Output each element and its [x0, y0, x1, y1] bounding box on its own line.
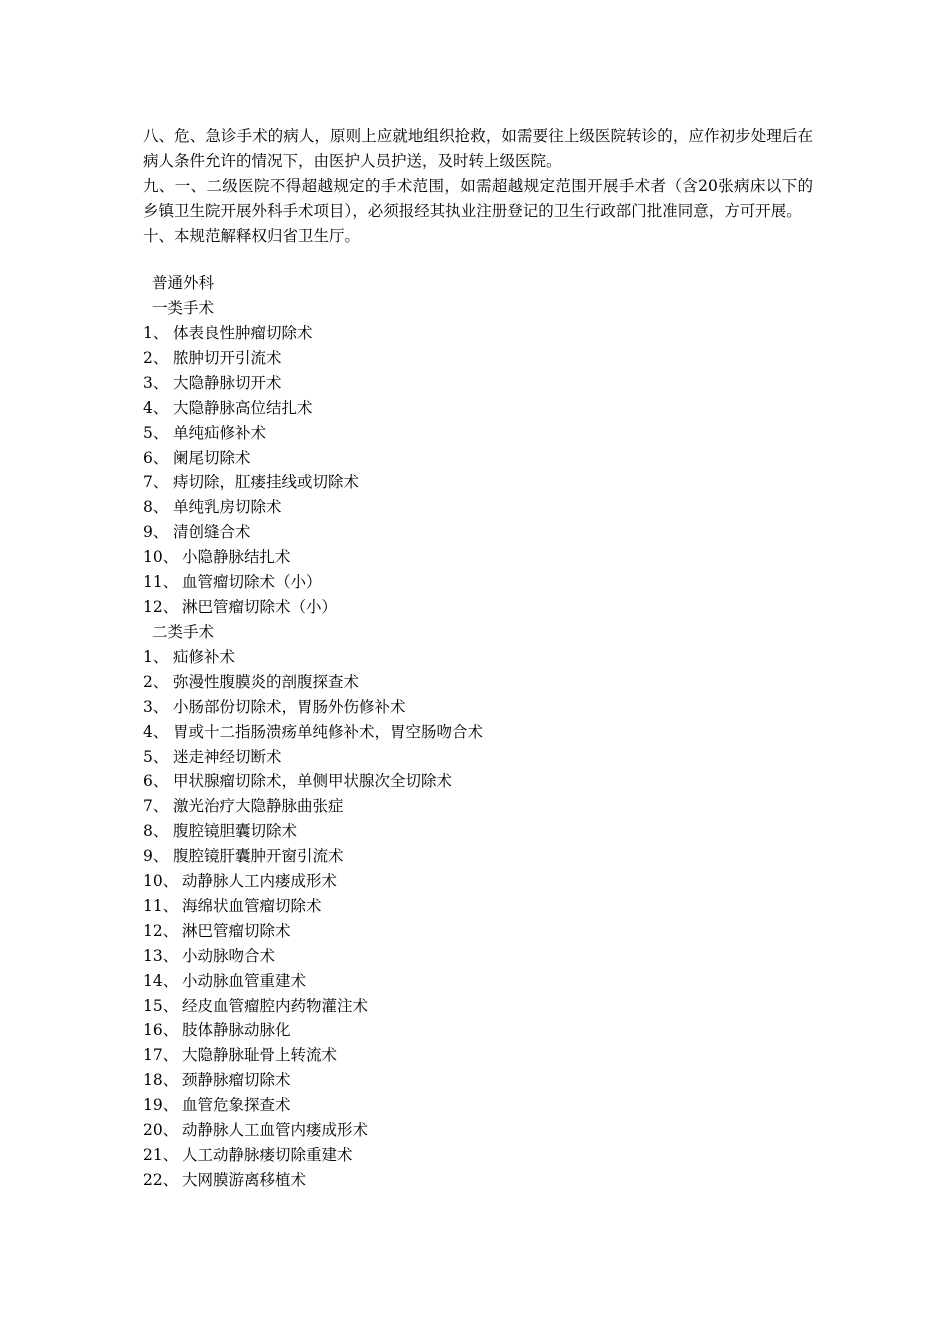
- list-item: [143, 844, 813, 869]
- item-text: 大隐静脉切开术: [173, 373, 282, 392]
- item-number: 10、: [143, 872, 179, 891]
- item-text: 单纯疝修补术: [173, 423, 267, 442]
- list-item: [143, 919, 813, 944]
- list-item: [143, 645, 813, 670]
- item-number: 9、: [143, 847, 169, 866]
- list-item: [143, 570, 813, 595]
- item-number: 5、: [143, 747, 169, 766]
- list-item: [143, 545, 813, 570]
- item-text: 颈静脉瘤切除术: [182, 1071, 291, 1090]
- class2-title: 二类手术: [152, 622, 215, 641]
- item-text: 大网膜游离移植术: [182, 1170, 307, 1189]
- list-item: [143, 1143, 813, 1168]
- paragraph-10: 十、本规范解释权归省卫生厅。: [143, 227, 361, 245]
- item-text: 动静脉人工内瘘成形术: [182, 872, 338, 891]
- item-text: 阑尾切除术: [173, 448, 251, 467]
- item-text: 疝修补术: [173, 647, 236, 666]
- paragraph-9: 九、一、二级医院不得超越规定的手术范围，如需超越规定范围开展手术者（含20张病床以下的乡镇卫生院开展外科手术项目），必须报经其执业注册登记的卫生行政部门批准同意，方可开展。: [143, 177, 813, 220]
- section-title: 普通外科: [152, 274, 215, 292]
- list-item: [143, 1068, 813, 1093]
- list-item: [143, 720, 813, 745]
- list-item: [143, 321, 813, 346]
- item-number: 8、: [143, 498, 169, 517]
- item-text: 动静脉人工血管内瘘成形术: [182, 1121, 369, 1140]
- list-item: [143, 944, 813, 969]
- item-number: 6、: [143, 772, 169, 791]
- item-number: 7、: [143, 473, 169, 492]
- item-number: 1、: [143, 647, 169, 666]
- list-item: [143, 371, 813, 396]
- blank-line: [143, 249, 813, 271]
- list-item: [143, 470, 813, 495]
- item-text: 腹腔镜肝囊肿开窗引流术: [173, 847, 344, 866]
- class1-list: [143, 321, 813, 620]
- item-text: 胃或十二指肠溃疡单纯修补术，胃空肠吻合术: [173, 722, 484, 741]
- class1-title: 一类手术: [152, 299, 215, 317]
- class2-list: [143, 645, 813, 1193]
- item-number: 8、: [143, 822, 169, 841]
- item-number: 4、: [143, 722, 169, 741]
- list-item: [143, 1093, 813, 1118]
- item-number: 6、: [143, 448, 169, 467]
- item-text: 淋巴管瘤切除术: [182, 921, 291, 940]
- item-text: 弥漫性腹膜炎的剖腹探查术: [173, 672, 360, 691]
- item-text: 小动脉血管重建术: [182, 971, 307, 990]
- list-item: [143, 894, 813, 919]
- item-text: 单纯乳房切除术: [173, 498, 282, 517]
- item-number: 14、: [143, 971, 179, 990]
- item-text: 大隐静脉高位结扎术: [173, 398, 313, 417]
- item-text: 痔切除，肛瘘挂线或切除术: [173, 473, 360, 492]
- item-text: 大隐静脉耻骨上转流术: [182, 1046, 338, 1065]
- item-number: 17、: [143, 1046, 179, 1065]
- list-item: [143, 421, 813, 446]
- item-text: 肢体静脉动脉化: [182, 1021, 291, 1040]
- item-text: 血管危象探查术: [182, 1096, 291, 1115]
- list-item: [143, 969, 813, 994]
- item-number: 12、: [143, 921, 179, 940]
- paragraph-8: 八、危、急诊手术的病人，原则上应就地组织抢救，如需要往上级医院转诊的，应作初步处理后在病人条件允许的情况下，由医护人员护送，及时转上级医院。: [143, 127, 813, 170]
- item-text: 清创缝合术: [173, 523, 251, 542]
- item-number: 19、: [143, 1096, 179, 1115]
- item-number: 20、: [143, 1121, 179, 1140]
- item-text: 甲状腺瘤切除术，单侧甲状腺次全切除术: [173, 772, 453, 791]
- item-text: 小隐静脉结扎术: [182, 548, 291, 567]
- item-number: 2、: [143, 672, 169, 691]
- item-number: 10、: [143, 548, 179, 567]
- item-number: 5、: [143, 423, 169, 442]
- item-text: 小肠部份切除术，胃肠外伤修补术: [173, 697, 406, 716]
- item-text: 腹腔镜胆囊切除术: [173, 822, 298, 841]
- item-number: 11、: [143, 573, 179, 592]
- list-item: [143, 695, 813, 720]
- list-item: [143, 994, 813, 1019]
- item-text: 迷走神经切断术: [173, 747, 282, 766]
- item-text: 淋巴管瘤切除术（小）: [182, 597, 338, 616]
- item-text: 血管瘤切除术（小）: [182, 573, 322, 592]
- list-item: [143, 745, 813, 770]
- list-item: [143, 794, 813, 819]
- item-number: 15、: [143, 996, 179, 1015]
- item-text: 激光治疗大隐静脉曲张症: [173, 797, 344, 816]
- item-text: 体表良性肿瘤切除术: [173, 324, 313, 342]
- list-item: [143, 769, 813, 794]
- list-item: [143, 1043, 813, 1068]
- item-number: 3、: [143, 697, 169, 716]
- list-item: [143, 869, 813, 894]
- item-text: 小动脉吻合术: [182, 946, 276, 965]
- item-number: 3、: [143, 373, 169, 392]
- list-item: [143, 396, 813, 421]
- item-text: 海绵状血管瘤切除术: [182, 896, 322, 915]
- list-item: [143, 1118, 813, 1143]
- item-number: 7、: [143, 797, 169, 816]
- list-item: [143, 1018, 813, 1043]
- item-number: 21、: [143, 1146, 179, 1164]
- list-item: [143, 446, 813, 471]
- list-item: [143, 670, 813, 695]
- list-item: [143, 346, 813, 371]
- item-text: 经皮血管瘤腔内药物灌注术: [182, 996, 369, 1015]
- list-item: [143, 595, 813, 620]
- item-number: 12、: [143, 597, 179, 616]
- item-number: 1、: [143, 324, 169, 342]
- document-page: [143, 124, 813, 1193]
- item-number: 18、: [143, 1071, 179, 1090]
- item-number: 2、: [143, 348, 169, 367]
- item-number: 13、: [143, 946, 179, 965]
- list-item: [143, 520, 813, 545]
- item-number: 22、: [143, 1170, 179, 1189]
- list-item: [143, 1168, 813, 1193]
- item-text: 人工动静脉瘘切除重建术: [182, 1146, 353, 1164]
- item-number: 11、: [143, 896, 179, 915]
- item-number: 9、: [143, 523, 169, 542]
- list-item: [143, 495, 813, 520]
- item-text: 脓肿切开引流术: [173, 348, 282, 367]
- item-number: 4、: [143, 398, 169, 417]
- list-item: [143, 819, 813, 844]
- item-number: 16、: [143, 1021, 179, 1040]
